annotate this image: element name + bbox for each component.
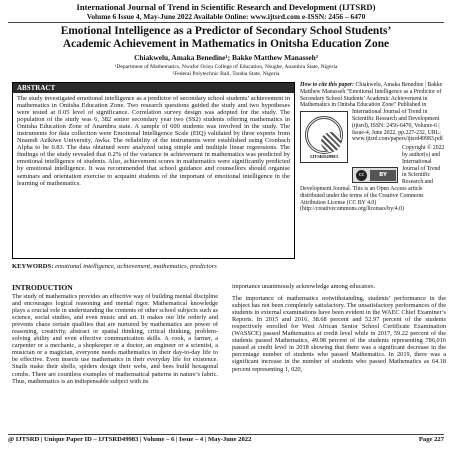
affiliations — [10, 64, 442, 78]
footer-left: @ IJTSRD | Unique Paper ID – IJTSRD49983 | Volume – 6 | Issue – 4 | May-June 2022 — [8, 436, 252, 443]
citation-panel — [300, 82, 446, 259]
keywords — [12, 263, 295, 270]
citation-text-lead: Chiakwelu, Amaka Benedine | Bakke Matthew Manasseh "Emotional Intelligence as a Predictor of Secondary School Students’ Academic Achievement in Mathematics in Onitsha Education Zone" Published in — [300, 82, 443, 109]
cc-by-license-icon — [352, 167, 398, 183]
keywords-label: KEYWORDS: — [12, 263, 54, 270]
page-number: Page 227 — [418, 436, 444, 443]
introduction-heading: INTRODUCTION — [12, 283, 73, 292]
page-footer — [8, 434, 444, 445]
citation-label: How to cite this paper: — [300, 82, 355, 88]
cc-label: cc — [356, 170, 367, 181]
affiliation-1: ¹Department of Mathematics, Nwafor Orizu College of Education, Nsugbe, Anambra State, Nigeria — [114, 64, 338, 70]
authors: Chiakwelu, Amaka Benedine¹; Bakke Matthew Manasseh² — [134, 53, 318, 62]
right-paragraph-2: The importance of mathematics notwithstanding, students’ performance in the subject has not been completely satisfactory. The unsatisfactory performances of the students in external examinations have been evident in the WAEC Chief Examiner’s Reports. In 2015 and 2016, 38.68 percent and 52.97 percent of the students respectively enrolled for West African Senior School Certificate Examination (WASSCE) passed Mathematics at credit level while in 2017, 59.22 percent of the students passed Mathematics, 49.98 percent of the students representing 786,016 passed at credit level in 2018 showing that there was a significant decrease in the percentage number of students who passed Mathematics. In 2019, there was a significant increase in the number of students who passed Mathematics as 64.18 percent representing 1, 020, — [232, 295, 446, 373]
left-column — [12, 283, 218, 385]
copyright-text: Copyright © 2022 by author(s) and International Journal of Trend in Scientific Research and Development Journal. This is an Open Access article distributed under the terms of the Creative Commons Attribution License (CC BY 4.0) (http://creativecommons.org/licenses/by/4.0) — [300, 145, 445, 213]
title-line-2: Academic Achievement in Mathematics in Onitsha Education Zone — [62, 38, 390, 50]
volume-line: Volume 6 Issue 4, May-June 2022 Available Online: www.ijtsrd.com e-ISSN: 2456 – 6470 — [86, 12, 366, 21]
keywords-value: emotional intelligence, achievement, mathematics, predictors — [55, 263, 217, 270]
journal-name: International Journal of Trend in Scientific Research and Development (IJTSRD) — [76, 2, 376, 12]
abstract-heading: ABSTRACT — [13, 83, 294, 93]
right-column — [232, 283, 446, 378]
paper-title — [10, 25, 442, 51]
right-paragraph-1: importance unanimously acknowledge among educators. — [232, 283, 376, 290]
header-rule — [8, 22, 444, 23]
introduction-text: The study of mathematics provides an effective way of building mental discipline and encourages logical reasoning and mental rigor. Mathematical knowledge plays a crucial role in understanding the contents of other school subjects such as science, social studies, and even music and art. It makes our life orderly and prevents chaos certain qualities that are nurtured by mathematics are power of reasoning, creativity, abstract or spatial thinking, critical thinking, problem-solving ability and even effective communication skills. A cook, a farmer, a carpenter or a mechanic, a shopkeeper or a doctor, an engineer or a scientist, a musician or a magician, everyone needs mathematics in their day-to-day life to be effective. Even insects use mathematics in their everyday life for existence. Snails make their shells, spiders design their webs, and bees build hexagonal combs. There are countless examples of mathematical patterns in nature’s fabric. Thus, mathematics is an indispensable subject with its — [12, 293, 218, 385]
citation-flow — [300, 82, 446, 160]
logo-caption: IJTSRD49983 — [310, 154, 338, 160]
ijtsrd-logo-icon — [300, 111, 348, 163]
citation-text-rest: International Journal of Trend in Scientific Research and Development (ijtsrd), ISSN: 2456-6470, Volume-6 | Issue-4, June 2022, pp.227-232, URL: www.ijtsrd.com/papers/ijtsrd49983.pdf — [352, 109, 443, 143]
abstract-box — [12, 82, 295, 259]
abstract-text: The study investigated emotional intelligence as a predictor of secondary school students’ achievement in mathematics in Onitsha Education Zone. Two research questions guided the study and two hypotheses were tested at 0.05 level of significance. Correlation survey design was adopted for the study. The population of the study was 6, 382 senior secondary year two (SS2) students offering mathematics in Onitsha Education Zone of Anambra state. A sample of 600 students was involved in the study. The instruments for data collection were Emotional Intelligence Scale (EIQ) validated by three experts from Nnamdi Azikiwe University, Awka. The reliability of the instruments were established using Cronbach Alpha to be 0.83. The data obtained were analyzed using simple and multiple linear regressions. The findings of the study revealed that 0.2% of the variance in achievement in mathematics was predicted by emotional intelligence of students. Also, achievement scores in mathematics were significantly predicted by emotional intelligence. It was recommended that school guidance and counsellors should organise seminars and orientation exercise to acquaint students of the important of emotional intelligence in the learning of mathematics. — [17, 95, 290, 187]
by-label: BY — [370, 170, 396, 181]
affiliation-2: ²Federal Polytechnic Bali, Taraba State, Nigeria — [172, 71, 280, 77]
title-line-1: Emotional Intelligence as a Predictor of Secondary School Students’ — [60, 25, 392, 37]
journal-header — [8, 2, 444, 23]
